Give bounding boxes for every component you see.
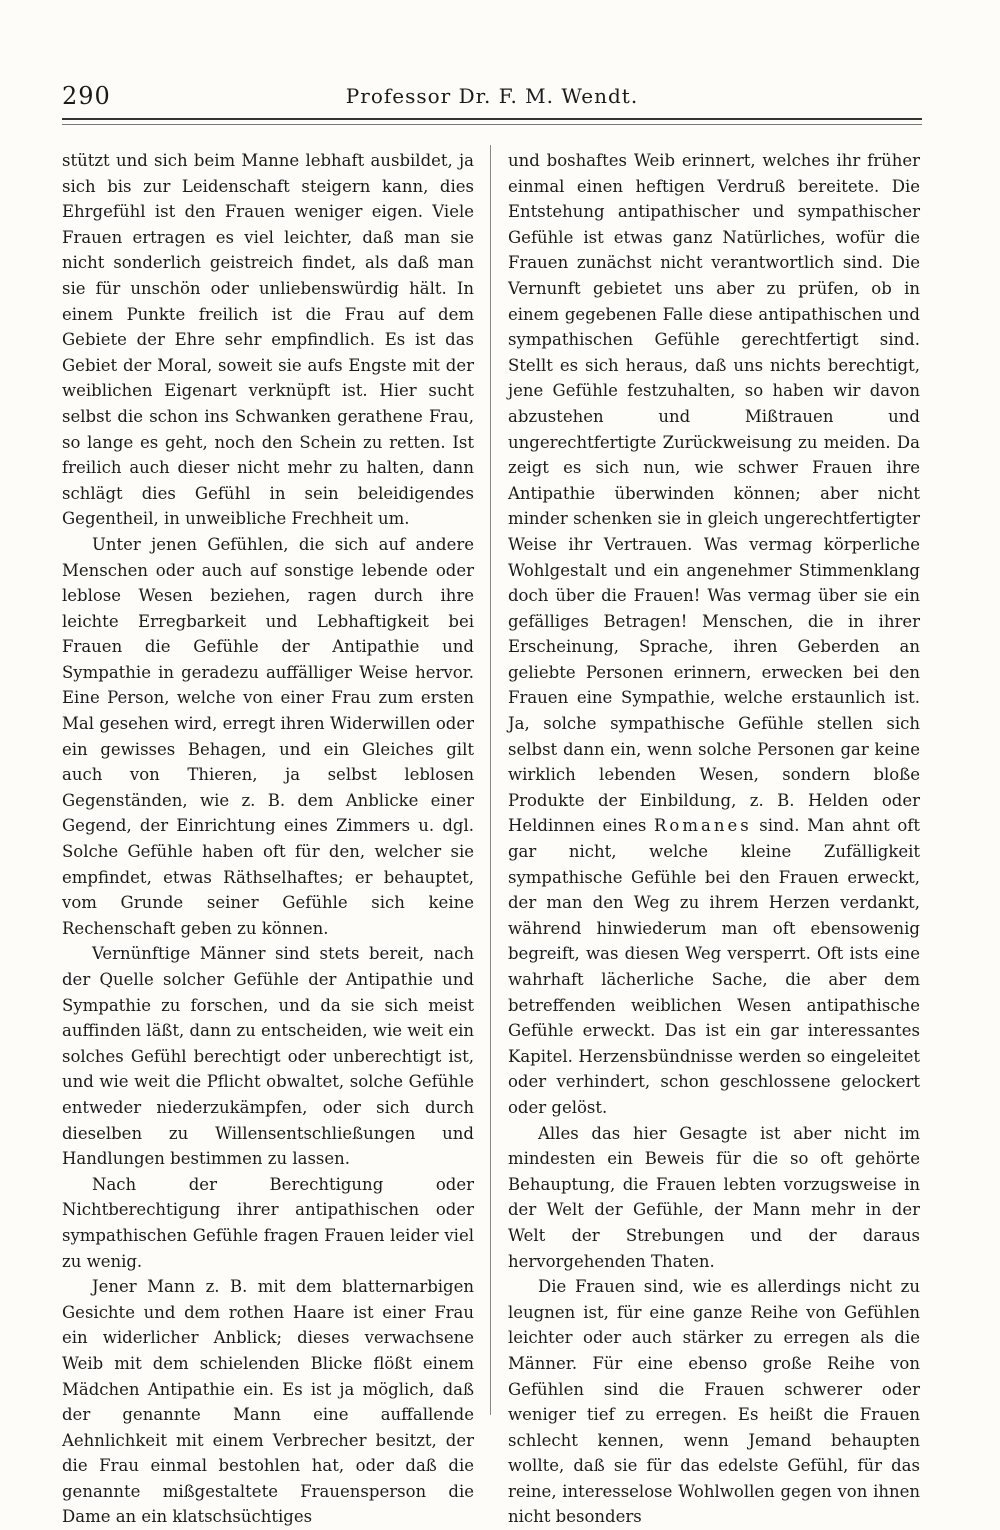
paragraph: stützt und sich beim Manne lebhaft ausbildet, ja sich bis zur Leidenschaft steigern kann, dies Ehrgefühl ist den Frauen weniger eigen. Viele Frauen ertragen es viel leichter, daß man sie nicht sonderlich geistreich findet, als daß man sie für unschön oder unliebenswürdig hält. In einem Punkte freilich ist die Frau auf dem Gebiete der Ehre sehr empfindlich. Es ist das Gebiet der Moral, soweit sie aufs Engste mit der weiblichen Eigenart verknüpft ist. Hier sucht selbst die schon ins Schwanken gerathene Frau, so lange es geht, noch den Schein zu retten. Ist freilich auch dieser nicht mehr zu halten, dann schlägt dies Gefühl in sein beleidigendes Gegentheil, in unweibliche Frechheit um. bbox=[62, 151, 474, 529]
page-number: 290 bbox=[62, 82, 111, 110]
paragraph: Die Frauen sind, wie es allerdings nicht zu leugnen ist, für eine ganze Reihe von Gefühlen leichter oder auch stärker zu erregen als die Männer. Für eine ebenso große Reihe von Gefühlen sind die Frauen schwerer oder weniger tief zu erregen. Es heißt die Frauen schlecht kennen, wenn Jemand behaupten wollte, daß sie für das edelste Gefühl, für das reine, interesselose Wohlwollen gegen von ihnen nicht besonders bbox=[508, 1277, 920, 1527]
right-column bbox=[508, 148, 920, 1530]
paragraph: Unter jenen Gefühlen, die sich auf andere Menschen oder auch auf sonstige lebende oder leblose Wesen beziehen, ragen durch ihre leichte Erregbarkeit und Lebhaftigkeit bei Frauen die Gefühle der Antipathie und Sympathie in geradezu auffälliger Weise hervor. Eine Person, welche von einer Frau zum ersten Mal gesehen wird, erregt ihren Widerwillen oder ein gewisses Behagen, und ein Gleiches gilt auch von Thieren, ja selbst leblosen Gegenständen, wie z. B. dem Anblicke einer Gegend, der Einrichtung eines Zimmers u. dgl. Solche Gefühle haben oft für den, welcher sie empfindet, etwas Räthselhaftes; er behauptet, vom Grunde seiner Gefühle sich keine Rechenschaft geben zu können. bbox=[62, 534, 474, 938]
header-rule bbox=[62, 118, 922, 120]
paragraph: Nach der Berechtigung oder Nichtberechtigung ihrer antipathischen oder sympathischen Gefühle fragen Frauen leider viel zu wenig. bbox=[62, 1174, 474, 1271]
left-column bbox=[62, 148, 474, 1530]
page-header bbox=[62, 82, 922, 118]
paragraph: Jener Mann z. B. mit dem blatternarbigen Gesichte und dem rothen Haare ist einer Frau ein widerlicher Anblick; dieses verwachsene Weib mit dem schielenden Blicke flößt einem Mädchen Antipathie ein. Es ist ja möglich, daß der genannte Mann eine auffallende Aehnlichkeit mit einem Verbrecher besitzt, der die Frau einmal bestohlen hat, oder daß die genannte mißgestaltete Frauensperson die Dame an ein klatschsüchtiges bbox=[62, 1277, 474, 1527]
paragraph-text: und boshaftes Weib erinnert, welches ihr früher einmal einen heftigen Verdruß bereitete. Die Entstehung antipathischer und sympathischer Gefühle ist etwas ganz Natürliches, wofür die Frauen zunächst nicht verantwortlich sind. Die Vernunft gebietet uns aber zu prüfen, ob in einem gegebenen Falle diese antipathischen und sympathischen Gefühle gerechtfertigt sind. Stellt es sich heraus, daß uns nichts berechtigt, jene Gefühle festzuhalten, so haben wir davon abzustehen und Mißtrauen und ungerechtfertigte Zurückweisung zu meiden. Da zeigt es sich nun, wie schwer Frauen ihre Antipathie überwinden können; aber nicht minder schenken sie in gleich ungerechtfertigter Weise ihr Vertrauen. Was vermag körperliche Wohlgestalt und ein angenehmer Stimmenklang doch über die Frauen! Was vermag über sie ein gefälliges Betragen! Menschen, die in ihrer Erscheinung, Sprache, ihren Geberden an geliebte Personen erinnern, erwecken bei den Frauen eine Sympathie, welche erstaunlich ist. Ja, solche sympathische Gefühle stellen sich selbst dann ein, wenn solche Personen gar keine wirklich lebenden Wesen, sondern bloße Produkte der Einbildung, z. B. Helden oder Heldinnen eines bbox=[508, 151, 920, 836]
paragraph bbox=[508, 148, 920, 1121]
paragraph: Alles das hier Gesagte ist aber nicht im mindesten ein Beweis für die so oft gehörte Behauptung, die Frauen lebten vorzugsweise in der Welt der Gefühle, der Mann mehr in der Welt der Strebungen und der daraus hervorgehenden Thaten. bbox=[508, 1123, 920, 1271]
column-divider bbox=[490, 145, 491, 1415]
running-head: Professor Dr. F. M. Wendt. bbox=[345, 84, 639, 108]
paragraph: Vernünftige Männer sind stets bereit, nach der Quelle solcher Gefühle der Antipathie und Sympathie zu forschen, und da sie sich meist auffinden läßt, dann zu entscheiden, wie weit ein solches Gefühl berechtigt oder unberechtigt ist, und wie weit die Pflicht obwaltet, solche Gefühle entweder niederzukämpfen, oder sich durch dieselben zu Willensentschließungen und Handlungen bestimmen zu lassen. bbox=[62, 944, 474, 1169]
header-rule-thin bbox=[62, 124, 922, 125]
emphasized-word: Romanes bbox=[654, 816, 752, 836]
paragraph-text: sind. Man ahnt oft gar nicht, welche kleine Zufälligkeit sympathische Gefühle bei den Frauen erweckt, der man den Weg zu ihrem Herzen verdankt, während hinwiederum man oft ebensowenig begreift, was diesen Weg versperrt. Oft ists eine wahrhaft lächerliche Sache, die aber dem betreffenden weiblichen Wesen antipathische Gefühle erweckt. Das ist ein gar interessantes Kapitel. Herzensbündnisse werden so eingeleitet oder verhindert, schon geschlossene gelockert oder gelöst. bbox=[508, 816, 920, 1117]
